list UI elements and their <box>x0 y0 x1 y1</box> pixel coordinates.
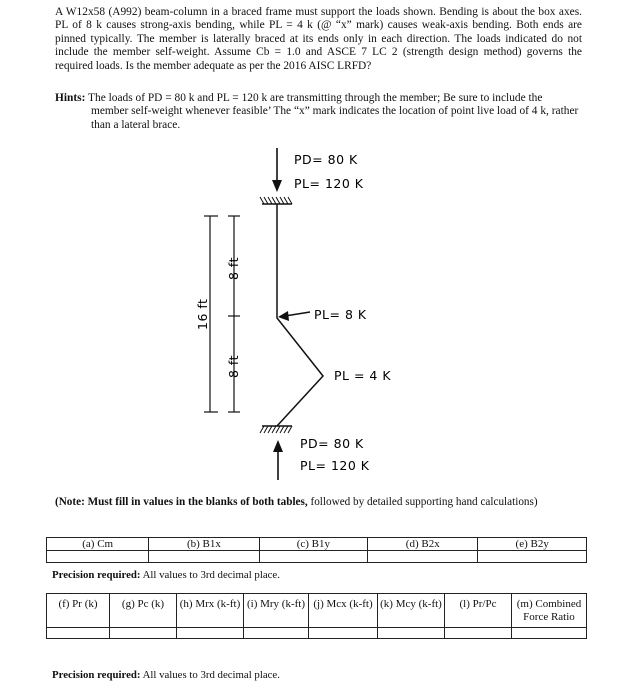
header-b1y: (c) B1y <box>259 538 368 551</box>
hints-label: Hints: <box>55 92 86 104</box>
side-load-arrowhead <box>278 311 289 321</box>
header-mcx: (j) Mcx (k-ft) <box>309 594 378 628</box>
cell-cm[interactable] <box>47 551 149 563</box>
hints-block <box>55 92 582 132</box>
beam-column-diagram <box>190 140 430 480</box>
bottom-support-hatch <box>260 426 292 433</box>
problem-statement: A W12x58 (A992) beam-column in a braced frame must support the loads shown. Bending is about the box axes. PL of 8 k causes strong-axis bending, while PL = 4 k (@ “x” mark) causes weak-axis bending. Both ends are pinned typically. The member is laterally braced at its ends only in each direction. The loads indicated do not include the member self-weight. Assume Cb = 1.0 and ASCE 7 LC 2 (strength design method) governs the required loads. Is the member adequate as per the 2016 AISC LRFD? <box>55 6 582 72</box>
cell-mcx[interactable] <box>309 628 378 639</box>
dim-total-label: 16 ft <box>195 298 210 330</box>
header-pr-pc: (l) Pr/Pc <box>445 594 512 628</box>
note <box>55 496 575 509</box>
header-mcy: (k) Mcy (k-ft) <box>378 594 445 628</box>
header-mrx: (h) Mrx (k-ft) <box>177 594 244 628</box>
cell-pr-pc[interactable] <box>445 628 512 639</box>
cell-b1x[interactable] <box>149 551 259 563</box>
cell-b2y[interactable] <box>478 551 587 563</box>
bottom-load-arrowhead <box>273 440 283 452</box>
precision-text-2: All values to 3rd decimal place. <box>142 669 280 681</box>
header-b1x: (b) B1x <box>149 538 259 551</box>
side-load-arrow <box>285 312 310 316</box>
table-coefficients <box>46 537 587 563</box>
header-pc: (g) Pc (k) <box>110 594 177 628</box>
precision-text-1: All values to 3rd decimal place. <box>142 569 280 581</box>
top-pl-label: PL= 120 K <box>294 176 364 191</box>
dim-lower-label: 8 ft <box>226 354 241 378</box>
note-bold: (Note: Must fill in values in the blanks of both tables, <box>55 496 308 508</box>
top-load-arrowhead <box>272 180 282 192</box>
header-b2x: (d) B2x <box>368 538 478 551</box>
bottom-pl-label: PL= 120 K <box>300 458 370 473</box>
cell-mrx[interactable] <box>177 628 244 639</box>
header-pr: (f) Pr (k) <box>47 594 110 628</box>
cell-mry[interactable] <box>244 628 309 639</box>
side-load-label: PL= 8 K <box>314 307 367 322</box>
precision-note-1 <box>52 569 280 581</box>
cell-mcy[interactable] <box>378 628 445 639</box>
cell-pr[interactable] <box>47 628 110 639</box>
header-cm: (a) Cm <box>47 538 149 551</box>
hints-text: The loads of PD = 80 k and PL = 120 k are transmitting through the member; Be sure to include the member self-weight whenever feasible’ The “x” mark indicates the location of point live load of 4 k, rather than a lateral brace. <box>88 92 579 131</box>
header-b2y: (e) B2y <box>478 538 587 551</box>
precision-label-1: Precision required: <box>52 569 141 581</box>
x-load-label: PL = 4 K <box>334 368 392 383</box>
top-pd-label: PD= 80 K <box>294 152 358 167</box>
table-strength <box>46 593 587 639</box>
cell-pc[interactable] <box>110 628 177 639</box>
cell-combined-ratio[interactable] <box>512 628 587 639</box>
precision-note-2 <box>52 669 280 681</box>
note-rest: followed by detailed supporting hand calculations) <box>310 496 538 508</box>
dim-upper-label: 8 ft <box>226 256 241 280</box>
precision-label-2: Precision required: <box>52 669 141 681</box>
cell-b1y[interactable] <box>259 551 368 563</box>
header-mry: (i) Mry (k-ft) <box>244 594 309 628</box>
cell-b2x[interactable] <box>368 551 478 563</box>
bottom-pd-label: PD= 80 K <box>300 436 364 451</box>
header-combined-ratio: (m) Combined Force Ratio <box>512 594 587 628</box>
top-support-hatch <box>260 197 292 204</box>
